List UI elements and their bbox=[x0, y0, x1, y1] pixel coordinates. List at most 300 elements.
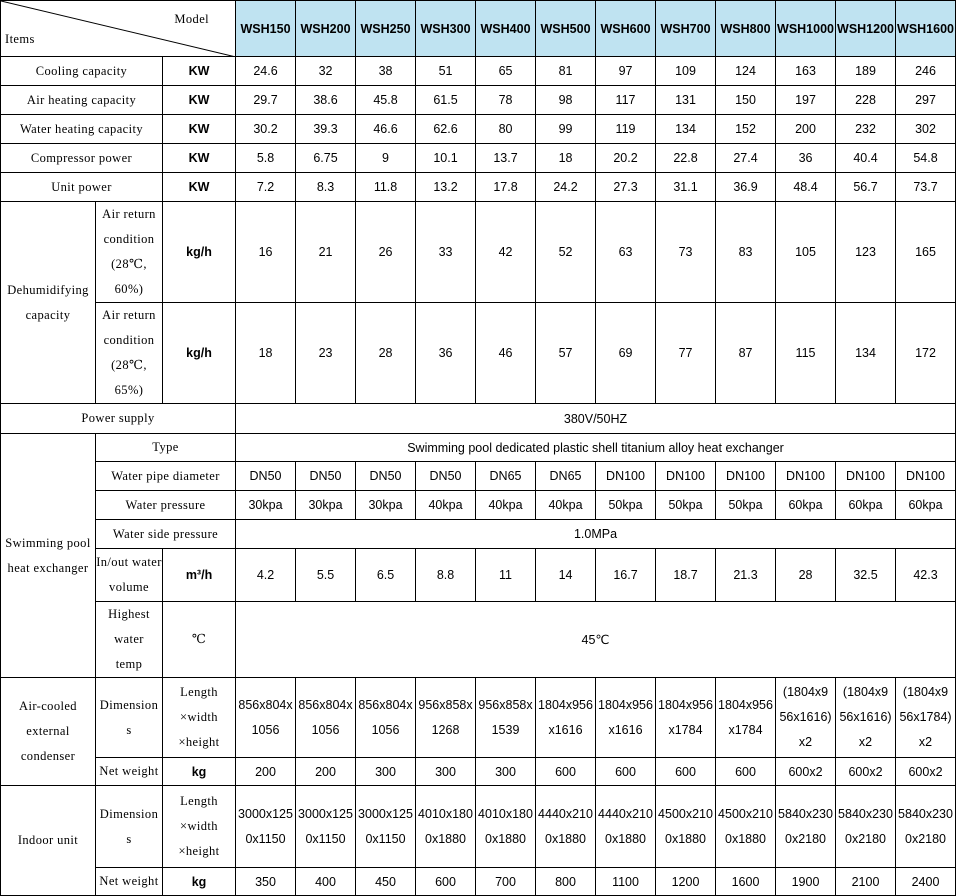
dehumid-65-value: 23 bbox=[296, 303, 356, 404]
dehumid-65-value: 115 bbox=[776, 303, 836, 404]
pool-side-pressure-row bbox=[1, 520, 956, 549]
condenser-dim-value bbox=[476, 678, 536, 758]
row-value: 13.7 bbox=[476, 144, 536, 173]
indoor-dim-line: 0x1880 bbox=[545, 831, 587, 846]
indoor-weight-value: 800 bbox=[536, 868, 596, 896]
indoor-dim-line: 0x1880 bbox=[485, 831, 527, 846]
indoor-dim-line: 0x2180 bbox=[905, 831, 947, 846]
pool-pressure-value: 30kpa bbox=[296, 491, 356, 520]
row-value: 45.8 bbox=[356, 86, 416, 115]
spec-row-water_heating bbox=[1, 115, 956, 144]
row-value: 24.6 bbox=[236, 57, 296, 86]
spec-row-unit_power bbox=[1, 173, 956, 202]
row-value: 189 bbox=[836, 57, 896, 86]
indoor-dim-line: 5840x230 bbox=[898, 806, 953, 821]
condenser-dim-line: x1784 bbox=[728, 722, 763, 737]
dehumid-65-value: 18 bbox=[236, 303, 296, 404]
pool-label bbox=[1, 434, 96, 678]
row-value: 10.1 bbox=[416, 144, 476, 173]
indoor-dim-line: 0x2180 bbox=[785, 831, 827, 846]
pool-temp-row bbox=[1, 602, 956, 678]
model-header: WSH500 bbox=[536, 1, 596, 57]
condenser-dim-value bbox=[836, 678, 896, 758]
condenser-dim-line: (1804x9 bbox=[782, 685, 829, 699]
pool-pipe-value: DN50 bbox=[296, 462, 356, 491]
model-label: Model bbox=[174, 12, 210, 26]
pool-pipe-value: DN100 bbox=[596, 462, 656, 491]
model-header: WSH800 bbox=[716, 1, 776, 57]
row-value: 11.8 bbox=[356, 173, 416, 202]
indoor-dim-line: 0x1150 bbox=[305, 831, 346, 846]
row-value: 228 bbox=[836, 86, 896, 115]
row-value: 38 bbox=[356, 57, 416, 86]
dehumid-60-value: 52 bbox=[536, 202, 596, 303]
condenser-weight-unit: kg bbox=[163, 758, 236, 786]
condenser-dim-line: 56x1784) bbox=[899, 710, 952, 724]
condenser-dim-line: 1056 bbox=[311, 722, 340, 737]
condenser-label-line: condenser bbox=[20, 749, 76, 763]
row-label: Compressor power bbox=[1, 144, 163, 173]
condenser-dim-line: 1056 bbox=[371, 722, 400, 737]
dehumid-65-value: 57 bbox=[536, 303, 596, 404]
dehumid-condition-65 bbox=[96, 303, 163, 404]
dehumid-unit: kg/h bbox=[163, 202, 236, 303]
condenser-weight-value: 600 bbox=[596, 758, 656, 786]
indoor-dim-line: 0x1150 bbox=[245, 831, 286, 846]
condenser-weight-value: 200 bbox=[236, 758, 296, 786]
row-value: 54.8 bbox=[896, 144, 956, 173]
pool-pipe-label: Water pipe diameter bbox=[96, 462, 236, 491]
condition-line: condition (28℃, bbox=[103, 232, 155, 271]
condenser-label bbox=[1, 678, 96, 786]
dehumid-condition-60 bbox=[96, 202, 163, 303]
indoor-unit-line: ×width bbox=[180, 819, 218, 833]
condenser-dim-label bbox=[96, 678, 163, 758]
condenser-weight-value: 300 bbox=[416, 758, 476, 786]
row-value: 62.6 bbox=[416, 115, 476, 144]
condenser-weight-value: 300 bbox=[476, 758, 536, 786]
row-label: Cooling capacity bbox=[1, 57, 163, 86]
indoor-dim-line: 4500x210 bbox=[658, 806, 713, 821]
pool-label-line: heat exchanger bbox=[7, 560, 89, 575]
dehumid-60-value: 21 bbox=[296, 202, 356, 303]
indoor-unit-line: ×height bbox=[178, 844, 220, 858]
condenser-dim-line: x2 bbox=[858, 735, 873, 749]
indoor-dim-line: 0x1880 bbox=[725, 831, 767, 846]
dehumid-row-60 bbox=[1, 202, 956, 303]
condenser-dim-line: 56x1616) bbox=[839, 710, 892, 724]
row-value: 20.2 bbox=[596, 144, 656, 173]
pool-pipe-value: DN50 bbox=[356, 462, 416, 491]
row-value: 119 bbox=[596, 115, 656, 144]
model-header: WSH250 bbox=[356, 1, 416, 57]
model-header: WSH1200 bbox=[836, 1, 896, 57]
indoor-weight-value: 2100 bbox=[836, 868, 896, 896]
condenser-dim-row bbox=[1, 678, 956, 758]
pool-pressure-value: 40kpa bbox=[416, 491, 476, 520]
pool-volume-value: 5.5 bbox=[296, 549, 356, 602]
indoor-dim-line: 0x1880 bbox=[665, 831, 707, 846]
condenser-dim-line: x1784 bbox=[668, 722, 703, 737]
pool-type-label: Type bbox=[96, 434, 236, 462]
pool-pressure-value: 40kpa bbox=[476, 491, 536, 520]
condenser-label-line: external bbox=[26, 724, 70, 738]
dehumid-65-value: 77 bbox=[656, 303, 716, 404]
condenser-dim-value bbox=[596, 678, 656, 758]
condenser-dim-line: 1539 bbox=[491, 722, 520, 737]
pool-pipe-value: DN100 bbox=[896, 462, 956, 491]
pool-volume-value: 18.7 bbox=[656, 549, 716, 602]
row-value: 56.7 bbox=[836, 173, 896, 202]
condenser-weight-value: 600 bbox=[536, 758, 596, 786]
header-row bbox=[1, 1, 956, 57]
pool-type-row bbox=[1, 434, 956, 462]
condenser-weight-value: 600 bbox=[656, 758, 716, 786]
condenser-dim-line: x2 bbox=[798, 735, 813, 749]
condenser-dim-line: 856x804x bbox=[358, 697, 413, 712]
table-body bbox=[1, 1, 956, 896]
condenser-dim-line: 956x858x bbox=[418, 697, 473, 712]
row-value: 13.2 bbox=[416, 173, 476, 202]
indoor-dim-line: 4500x210 bbox=[718, 806, 773, 821]
row-value: 51 bbox=[416, 57, 476, 86]
condenser-dim-line: (1804x9 bbox=[842, 685, 889, 699]
spec-row-compressor bbox=[1, 144, 956, 173]
condenser-dim-line: 856x804x bbox=[298, 697, 353, 712]
condenser-label-line: Air-cooled bbox=[19, 699, 77, 713]
pool-volume-line: In/out water bbox=[96, 555, 162, 569]
pool-temp-unit: ℃ bbox=[163, 602, 236, 678]
row-value: 46.6 bbox=[356, 115, 416, 144]
pool-pipe-value: DN65 bbox=[536, 462, 596, 491]
condenser-dim-line: 1056 bbox=[251, 722, 280, 737]
dehumid-65-value: 36 bbox=[416, 303, 476, 404]
condition-line: 60%) bbox=[114, 282, 144, 296]
condenser-weight-value: 600 bbox=[716, 758, 776, 786]
indoor-dim-value bbox=[776, 786, 836, 868]
indoor-dim-value bbox=[596, 786, 656, 868]
indoor-dim-value bbox=[836, 786, 896, 868]
indoor-weight-value: 600 bbox=[416, 868, 476, 896]
condenser-weight-value: 600x2 bbox=[776, 758, 836, 786]
row-value: 24.2 bbox=[536, 173, 596, 202]
pool-pressure-value: 60kpa bbox=[776, 491, 836, 520]
indoor-weight-value: 1200 bbox=[656, 868, 716, 896]
condenser-dim-line: 56x1616) bbox=[779, 710, 832, 724]
condenser-dim-value bbox=[296, 678, 356, 758]
pool-pressure-label: Water pressure bbox=[96, 491, 236, 520]
dehumid-60-value: 165 bbox=[896, 202, 956, 303]
pool-volume-value: 4.2 bbox=[236, 549, 296, 602]
row-value: 80 bbox=[476, 115, 536, 144]
dehumid-60-value: 33 bbox=[416, 202, 476, 303]
pool-pressure-value: 40kpa bbox=[536, 491, 596, 520]
pool-volume-row bbox=[1, 549, 956, 602]
row-value: 152 bbox=[716, 115, 776, 144]
indoor-weight-label: Net weight bbox=[96, 868, 163, 896]
indoor-weight-value: 2400 bbox=[896, 868, 956, 896]
condenser-dim-line: x1616 bbox=[548, 722, 583, 737]
dehumid-60-value: 83 bbox=[716, 202, 776, 303]
spec-row-air_heating bbox=[1, 86, 956, 115]
power-supply-row bbox=[1, 404, 956, 434]
indoor-weight-value: 450 bbox=[356, 868, 416, 896]
indoor-weight-value: 350 bbox=[236, 868, 296, 896]
pool-volume-value: 42.3 bbox=[896, 549, 956, 602]
pool-volume-value: 8.8 bbox=[416, 549, 476, 602]
dehumid-65-value: 134 bbox=[836, 303, 896, 404]
pool-pipe-value: DN100 bbox=[776, 462, 836, 491]
row-value: 232 bbox=[836, 115, 896, 144]
pool-volume-value: 11 bbox=[476, 549, 536, 602]
row-value: 6.75 bbox=[296, 144, 356, 173]
dehumid-65-value: 87 bbox=[716, 303, 776, 404]
indoor-dim-value bbox=[416, 786, 476, 868]
indoor-dim-value bbox=[716, 786, 776, 868]
row-value: 297 bbox=[896, 86, 956, 115]
indoor-dim-line: 3000x125 bbox=[298, 806, 353, 821]
row-value: 131 bbox=[656, 86, 716, 115]
indoor-weight-value: 1900 bbox=[776, 868, 836, 896]
row-value: 8.3 bbox=[296, 173, 356, 202]
model-header: WSH400 bbox=[476, 1, 536, 57]
condenser-dim-value bbox=[716, 678, 776, 758]
condenser-dim-line: 1804x956 bbox=[598, 697, 653, 712]
indoor-dim-line: s bbox=[126, 831, 132, 846]
row-unit: KW bbox=[163, 173, 236, 202]
row-value: 30.2 bbox=[236, 115, 296, 144]
indoor-dim-unit bbox=[163, 786, 236, 868]
condenser-dim-line: x2 bbox=[918, 735, 933, 749]
dehumid-60-value: 63 bbox=[596, 202, 656, 303]
row-label: Water heating capacity bbox=[1, 115, 163, 144]
indoor-weight-value: 700 bbox=[476, 868, 536, 896]
row-value: 134 bbox=[656, 115, 716, 144]
pool-volume-value: 28 bbox=[776, 549, 836, 602]
row-value: 27.4 bbox=[716, 144, 776, 173]
row-value: 18 bbox=[536, 144, 596, 173]
model-header: WSH1000 bbox=[776, 1, 836, 57]
row-value: 117 bbox=[596, 86, 656, 115]
condenser-dim-line: 1268 bbox=[431, 722, 460, 737]
condenser-weight-value: 600x2 bbox=[896, 758, 956, 786]
pool-volume-value: 14 bbox=[536, 549, 596, 602]
indoor-dim-line: 4010x180 bbox=[418, 806, 473, 821]
condenser-dim-unit bbox=[163, 678, 236, 758]
pool-side-pressure-label: Water side pressure bbox=[96, 520, 236, 549]
condenser-dim-line: x1616 bbox=[608, 722, 643, 737]
pool-pressure-value: 60kpa bbox=[896, 491, 956, 520]
dehumid-unit: kg/h bbox=[163, 303, 236, 404]
row-value: 65 bbox=[476, 57, 536, 86]
pool-temp-line: temp bbox=[115, 657, 143, 671]
dehumid-65-value: 69 bbox=[596, 303, 656, 404]
condenser-dim-value bbox=[776, 678, 836, 758]
row-value: 124 bbox=[716, 57, 776, 86]
indoor-dim-line: Dimension bbox=[99, 806, 159, 821]
condition-line: Air return bbox=[102, 308, 156, 322]
row-value: 17.8 bbox=[476, 173, 536, 202]
condenser-unit-line: ×width bbox=[180, 710, 218, 724]
row-value: 78 bbox=[476, 86, 536, 115]
indoor-label: Indoor unit bbox=[1, 786, 96, 896]
row-label: Unit power bbox=[1, 173, 163, 202]
indoor-dim-line: 3000x125 bbox=[238, 806, 293, 821]
pool-volume-value: 16.7 bbox=[596, 549, 656, 602]
dehumid-65-value: 46 bbox=[476, 303, 536, 404]
indoor-weight-value: 1100 bbox=[596, 868, 656, 896]
condenser-dim-line: 856x804x bbox=[238, 697, 293, 712]
model-header: WSH300 bbox=[416, 1, 476, 57]
condenser-dim-line: (1804x9 bbox=[902, 685, 949, 699]
power-supply-label: Power supply bbox=[1, 404, 236, 434]
indoor-dim-value bbox=[236, 786, 296, 868]
row-value: 5.8 bbox=[236, 144, 296, 173]
pool-temp-label bbox=[96, 602, 163, 678]
row-value: 27.3 bbox=[596, 173, 656, 202]
model-header: WSH1600 bbox=[896, 1, 956, 57]
condition-line: 65%) bbox=[114, 383, 144, 397]
pool-volume-label bbox=[96, 549, 163, 602]
pool-pressure-value: 50kpa bbox=[656, 491, 716, 520]
indoor-dim-row bbox=[1, 786, 956, 868]
condenser-dim-value bbox=[416, 678, 476, 758]
row-value: 36 bbox=[776, 144, 836, 173]
indoor-dim-value bbox=[356, 786, 416, 868]
row-label: Air heating capacity bbox=[1, 86, 163, 115]
indoor-weight-row bbox=[1, 868, 956, 896]
row-value: 48.4 bbox=[776, 173, 836, 202]
row-value: 38.6 bbox=[296, 86, 356, 115]
pool-pressure-value: 60kpa bbox=[836, 491, 896, 520]
condenser-dim-value bbox=[356, 678, 416, 758]
condenser-dim-line: 956x858x bbox=[478, 697, 533, 712]
condenser-dim-value bbox=[536, 678, 596, 758]
row-unit: KW bbox=[163, 144, 236, 173]
indoor-weight-unit: kg bbox=[163, 868, 236, 896]
pool-volume-value: 6.5 bbox=[356, 549, 416, 602]
row-value: 197 bbox=[776, 86, 836, 115]
model-header: WSH150 bbox=[236, 1, 296, 57]
dehumid-65-value: 172 bbox=[896, 303, 956, 404]
row-value: 40.4 bbox=[836, 144, 896, 173]
condenser-unit-line: ×height bbox=[178, 735, 220, 749]
row-value: 98 bbox=[536, 86, 596, 115]
indoor-dim-line: 0x1880 bbox=[425, 831, 467, 846]
indoor-dim-line: 4010x180 bbox=[478, 806, 533, 821]
dehumid-label-line: capacity bbox=[25, 307, 71, 322]
indoor-dim-value bbox=[536, 786, 596, 868]
model-header: WSH200 bbox=[296, 1, 356, 57]
pool-side-pressure-value: 1.0MPa bbox=[236, 520, 956, 549]
row-unit: KW bbox=[163, 86, 236, 115]
condenser-weight-row bbox=[1, 758, 956, 786]
pool-pressure-value: 30kpa bbox=[236, 491, 296, 520]
row-value: 39.3 bbox=[296, 115, 356, 144]
indoor-dim-value bbox=[476, 786, 536, 868]
pool-volume-line: volume bbox=[109, 580, 149, 594]
row-value: 163 bbox=[776, 57, 836, 86]
row-value: 73.7 bbox=[896, 173, 956, 202]
corner-cell bbox=[1, 1, 236, 57]
indoor-dim-line: 4440x210 bbox=[598, 806, 653, 821]
dehumid-60-value: 26 bbox=[356, 202, 416, 303]
model-header: WSH600 bbox=[596, 1, 656, 57]
row-value: 150 bbox=[716, 86, 776, 115]
dehumid-60-value: 42 bbox=[476, 202, 536, 303]
pool-pipe-value: DN100 bbox=[716, 462, 776, 491]
indoor-dim-line: 4440x210 bbox=[538, 806, 593, 821]
pool-pressure-value: 30kpa bbox=[356, 491, 416, 520]
row-value: 109 bbox=[656, 57, 716, 86]
condenser-dim-line: s bbox=[126, 722, 132, 737]
dehumid-60-value: 123 bbox=[836, 202, 896, 303]
row-value: 97 bbox=[596, 57, 656, 86]
pool-pressure-value: 50kpa bbox=[716, 491, 776, 520]
pool-pressure-value: 50kpa bbox=[596, 491, 656, 520]
dehumid-row-65 bbox=[1, 303, 956, 404]
condition-line: condition (28℃, bbox=[103, 333, 155, 372]
dehumid-60-value: 105 bbox=[776, 202, 836, 303]
condenser-dim-line: 1804x956 bbox=[538, 697, 593, 712]
row-value: 22.8 bbox=[656, 144, 716, 173]
pool-pipe-row bbox=[1, 462, 956, 491]
dehumid-60-value: 73 bbox=[656, 202, 716, 303]
pool-pipe-value: DN100 bbox=[836, 462, 896, 491]
pool-pipe-value: DN50 bbox=[416, 462, 476, 491]
row-value: 32 bbox=[296, 57, 356, 86]
condenser-dim-line: 1804x956 bbox=[718, 697, 773, 712]
pool-type-value: Swimming pool dedicated plastic shell titanium alloy heat exchanger bbox=[236, 434, 956, 462]
pool-temp-value: 45℃ bbox=[236, 602, 956, 678]
pool-volume-value: 32.5 bbox=[836, 549, 896, 602]
condenser-weight-value: 300 bbox=[356, 758, 416, 786]
indoor-dim-value bbox=[296, 786, 356, 868]
row-value: 99 bbox=[536, 115, 596, 144]
row-value: 29.7 bbox=[236, 86, 296, 115]
row-unit: KW bbox=[163, 57, 236, 86]
items-label: Items bbox=[5, 32, 35, 46]
pool-pipe-value: DN65 bbox=[476, 462, 536, 491]
indoor-dim-line: 5840x230 bbox=[838, 806, 893, 821]
row-value: 31.1 bbox=[656, 173, 716, 202]
indoor-dim-line: 0x2180 bbox=[845, 831, 887, 846]
pool-temp-line: Highest water bbox=[108, 607, 150, 646]
indoor-dim-line: 0x1880 bbox=[605, 831, 647, 846]
condition-line: Air return bbox=[102, 207, 156, 221]
condenser-weight-value: 200 bbox=[296, 758, 356, 786]
condenser-dim-value bbox=[896, 678, 956, 758]
condenser-weight-value: 600x2 bbox=[836, 758, 896, 786]
indoor-dim-value bbox=[896, 786, 956, 868]
pool-pipe-value: DN100 bbox=[656, 462, 716, 491]
condenser-dim-value bbox=[236, 678, 296, 758]
row-value: 9 bbox=[356, 144, 416, 173]
row-value: 61.5 bbox=[416, 86, 476, 115]
condenser-dim-line: Dimension bbox=[99, 697, 159, 712]
indoor-dim-line: 5840x230 bbox=[778, 806, 833, 821]
pool-volume-unit: m³/h bbox=[163, 549, 236, 602]
indoor-dim-line: 3000x125 bbox=[358, 806, 413, 821]
model-header: WSH700 bbox=[656, 1, 716, 57]
dehumid-label bbox=[1, 202, 96, 404]
row-value: 246 bbox=[896, 57, 956, 86]
condenser-dim-value bbox=[656, 678, 716, 758]
row-value: 7.2 bbox=[236, 173, 296, 202]
dehumid-60-value: 16 bbox=[236, 202, 296, 303]
indoor-unit-line: Length bbox=[180, 794, 218, 808]
row-value: 200 bbox=[776, 115, 836, 144]
